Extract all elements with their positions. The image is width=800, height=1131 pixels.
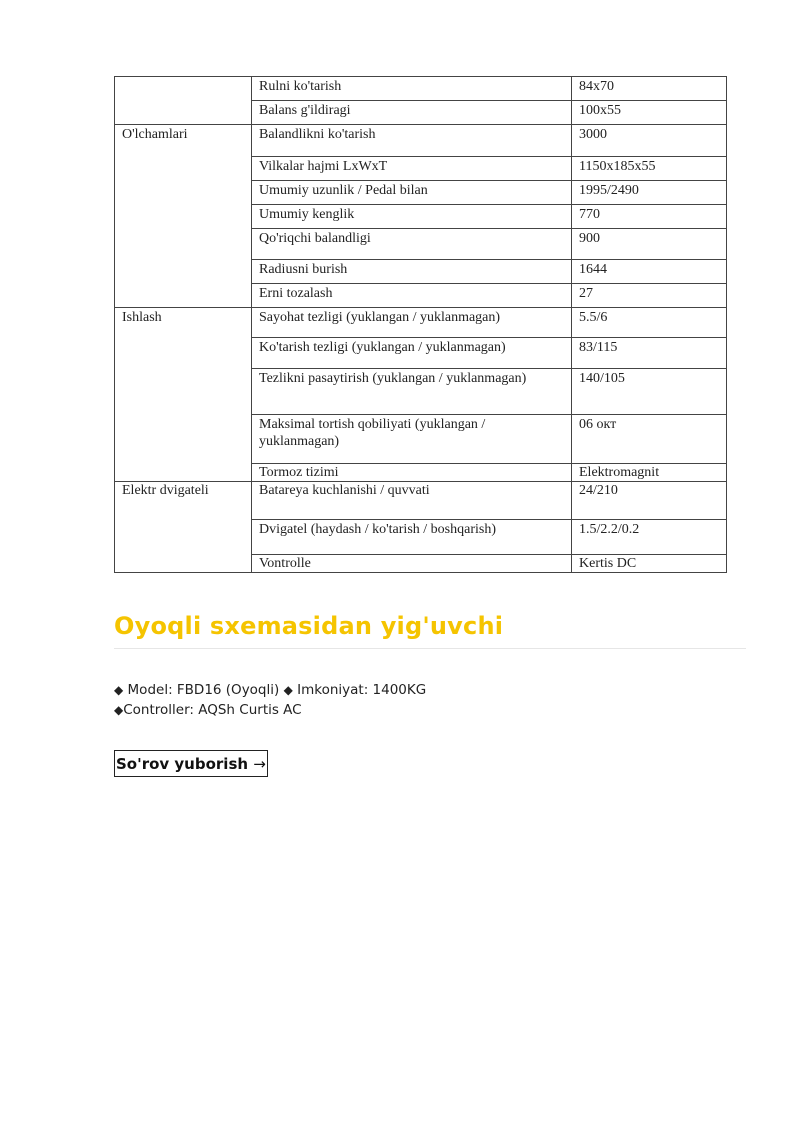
group-cell-empty (115, 260, 252, 284)
group-cell-empty (115, 520, 252, 555)
send-request-label: So'rov yuborish (116, 755, 249, 773)
group-cell-empty (115, 101, 252, 125)
table-row (115, 520, 727, 555)
param-cell: Balans g'ildiragi (252, 101, 572, 125)
table-row (115, 369, 727, 415)
param-cell: Sayohat tezligi (yuklangan / yuklanmagan) (252, 308, 572, 338)
value-cell: 770 (572, 205, 727, 229)
heading-divider (114, 648, 746, 649)
param-cell: Erni tozalash (252, 284, 572, 308)
group-cell-empty (115, 555, 252, 573)
value-cell: 1150x185x55 (572, 157, 727, 181)
param-cell: Rulni ko'tarish (252, 77, 572, 101)
value-cell: 1995/2490 (572, 181, 727, 205)
group-cell-empty (115, 181, 252, 205)
param-cell: Vilkalar hajmi LxWxT (252, 157, 572, 181)
group-label-dimensions: O'lchamlari (115, 125, 252, 157)
value-cell: 83/115 (572, 338, 727, 369)
diamond-bullet-icon: ◆ (283, 683, 293, 697)
send-request-button[interactable] (114, 750, 268, 777)
table-row (115, 77, 727, 101)
diamond-bullet-icon: ◆ (114, 703, 124, 717)
value-cell: 1644 (572, 260, 727, 284)
table-row (115, 260, 727, 284)
table-row (115, 415, 727, 464)
param-cell: Qo'riqchi balandligi (252, 229, 572, 260)
group-cell-empty (115, 284, 252, 308)
table-row (115, 464, 727, 482)
value-cell: 1.5/2.2/0.2 (572, 520, 727, 555)
table-row (115, 181, 727, 205)
value-cell: 5.5/6 (572, 308, 727, 338)
value-cell: 27 (572, 284, 727, 308)
spec-table (114, 76, 727, 573)
value-cell: Elektromagnit (572, 464, 727, 482)
param-cell: Maksimal tortish qobiliyati (yuklangan / yuklanmagan) (252, 415, 572, 464)
group-cell-empty (115, 464, 252, 482)
table-row (115, 284, 727, 308)
table-row (115, 205, 727, 229)
value-cell: 3000 (572, 125, 727, 157)
table-row (115, 229, 727, 260)
diamond-bullet-icon: ◆ (114, 683, 124, 697)
table-row (115, 157, 727, 181)
group-label-performance: Ishlash (115, 308, 252, 338)
param-cell: Umumiy uzunlik / Pedal bilan (252, 181, 572, 205)
group-cell-empty (115, 77, 252, 101)
param-cell: Tezlikni pasaytirish (yuklangan / yuklanmagan) (252, 369, 572, 415)
param-cell: Radiusni burish (252, 260, 572, 284)
section-heading: Oyoqli sxemasidan yig'uvchi (114, 612, 504, 640)
param-cell: Dvigatel (haydash / ko'tarish / boshqarish) (252, 520, 572, 555)
model-capacity-line (114, 682, 426, 698)
value-cell: 900 (572, 229, 727, 260)
group-label-motor: Elektr dvigateli (115, 482, 252, 520)
group-cell-empty (115, 205, 252, 229)
group-cell-empty (115, 157, 252, 181)
arrow-right-icon: → (253, 755, 266, 773)
value-cell: 100x55 (572, 101, 727, 125)
value-cell: 06 окт (572, 415, 727, 464)
value-cell: Kertis DC (572, 555, 727, 573)
table-row (115, 338, 727, 369)
capacity-text: Imkoniyat: 1400KG (297, 682, 427, 698)
model-text: Model: FBD16 (Oyoqli) (127, 682, 280, 698)
controller-text: Controller: AQSh Curtis AC (123, 702, 302, 718)
table-row (115, 308, 727, 338)
param-cell: Balandlikni ko'tarish (252, 125, 572, 157)
controller-line (114, 702, 302, 718)
table-row (115, 125, 727, 157)
value-cell: 24/210 (572, 482, 727, 520)
group-cell-empty (115, 415, 252, 464)
group-cell-empty (115, 229, 252, 260)
table-row (115, 101, 727, 125)
group-cell-empty (115, 369, 252, 415)
table-row (115, 482, 727, 520)
param-cell: Vontrolle (252, 555, 572, 573)
param-cell: Tormoz tizimi (252, 464, 572, 482)
param-cell: Batareya kuchlanishi / quvvati (252, 482, 572, 520)
param-cell: Umumiy kenglik (252, 205, 572, 229)
value-cell: 140/105 (572, 369, 727, 415)
table-row (115, 555, 727, 573)
param-cell: Ko'tarish tezligi (yuklangan / yuklanmagan) (252, 338, 572, 369)
value-cell: 84x70 (572, 77, 727, 101)
group-cell-empty (115, 338, 252, 369)
